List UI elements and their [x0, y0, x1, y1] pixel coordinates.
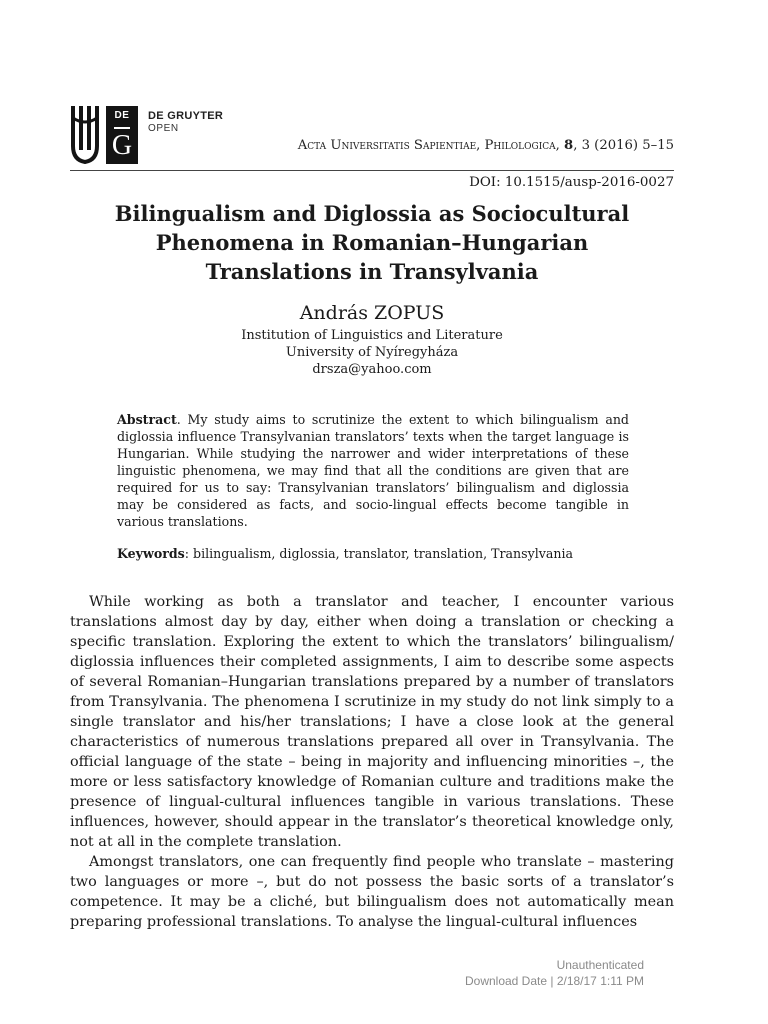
affiliation-institution: Institution of Linguistics and Literature [241, 328, 503, 343]
logo-box-top: DE [114, 110, 130, 121]
header-rule [70, 170, 674, 171]
publisher-sub: OPEN [148, 123, 179, 134]
affiliation-university: University of Nyíregyháza [285, 345, 459, 360]
author-name: András ZOPUS [299, 302, 445, 324]
journal-issue-pages: , 3 (2016) 5–15 [573, 138, 674, 153]
abstract-text: . My study aims to scrutinize the extent to which bilingualism and diglossia influence Transylvanian translators’ texts when the target language is Hungarian. While studying the narrower and wider interpretations of these linguistic phenomena, we may find that all the conditions are given that are required for us to say: Transylvanian translators’ bilingualism and diglossia may be considered as facts, and socio-lingual effects become tangible in various translations. [117, 412, 629, 529]
title-line: Phenomena in Romanian–Hungarian [155, 230, 589, 255]
body-paragraph: Amongst translators, one can frequently find people who translate – mastering two languages or more –, but do not possess the basic sorts of a translator’s competence. It may be a cliché, but bilingualism does not automatically mean preparing professional translations. To analyse the lingual-cultural influences [70, 854, 674, 930]
journal-citation: Acta Universitatis Sapientiae, Philologica, 8, 3 (2016) 5–15 [297, 138, 674, 153]
abstract-label: Abstract [117, 412, 177, 427]
logo-box-letter: G [111, 130, 133, 161]
article-title [70, 199, 674, 286]
body-text [70, 592, 674, 932]
publisher-name: DE GRUYTER [148, 110, 224, 122]
download-date: Download Date | 2/18/17 1:11 PM [464, 974, 644, 988]
doi[interactable]: DOI: 10.1515/ausp-2016-0027 [469, 175, 674, 190]
author-email[interactable]: drsza@yahoo.com [312, 362, 432, 377]
author-affiliation [70, 327, 674, 378]
journal-name: Acta Universitatis Sapientiae, Philologica [297, 138, 556, 153]
title-line: Translations in Transylvania [205, 259, 539, 284]
de-gruyter-tulip-icon [70, 106, 100, 164]
abstract [117, 411, 629, 530]
journal-volume: 8 [564, 138, 574, 153]
keywords [117, 546, 629, 561]
auth-status: Unauthenticated [556, 958, 644, 972]
title-line: Bilingualism and Diglossia as Sociocultural [114, 201, 630, 226]
body-paragraph: While working as both a translator and teacher, I encounter various translations almost day by day, either when doing a translation or checking a specific translation. Exploring the extent to which the translators’ bilingualism/ diglossia influences their completed assignments, I aim to describe some aspects of several Romanian–Hungarian translations prepared by a number of translators from Transylvania. The phenomena I scrutinize in my study do not link simply to a single translator and his/her translations; I have a close look at the general characteristics of numerous translations prepared all over in Transylvania. The official language of the state – being in majority and influencing minorities –, the more or less satisfactory knowledge of Romanian culture and traditions make the presence of lingual-cultural influences tangible in various translations. These influences, however, should appear in the translator’s theoretical knowledge only, not at all in the complete translation. [70, 594, 674, 850]
keywords-label: Keywords [117, 546, 185, 561]
download-footer [465, 957, 644, 989]
keywords-text: : bilingualism, diglossia, translator, translation, Transylvania [184, 546, 574, 561]
de-gruyter-box-logo [106, 106, 138, 164]
